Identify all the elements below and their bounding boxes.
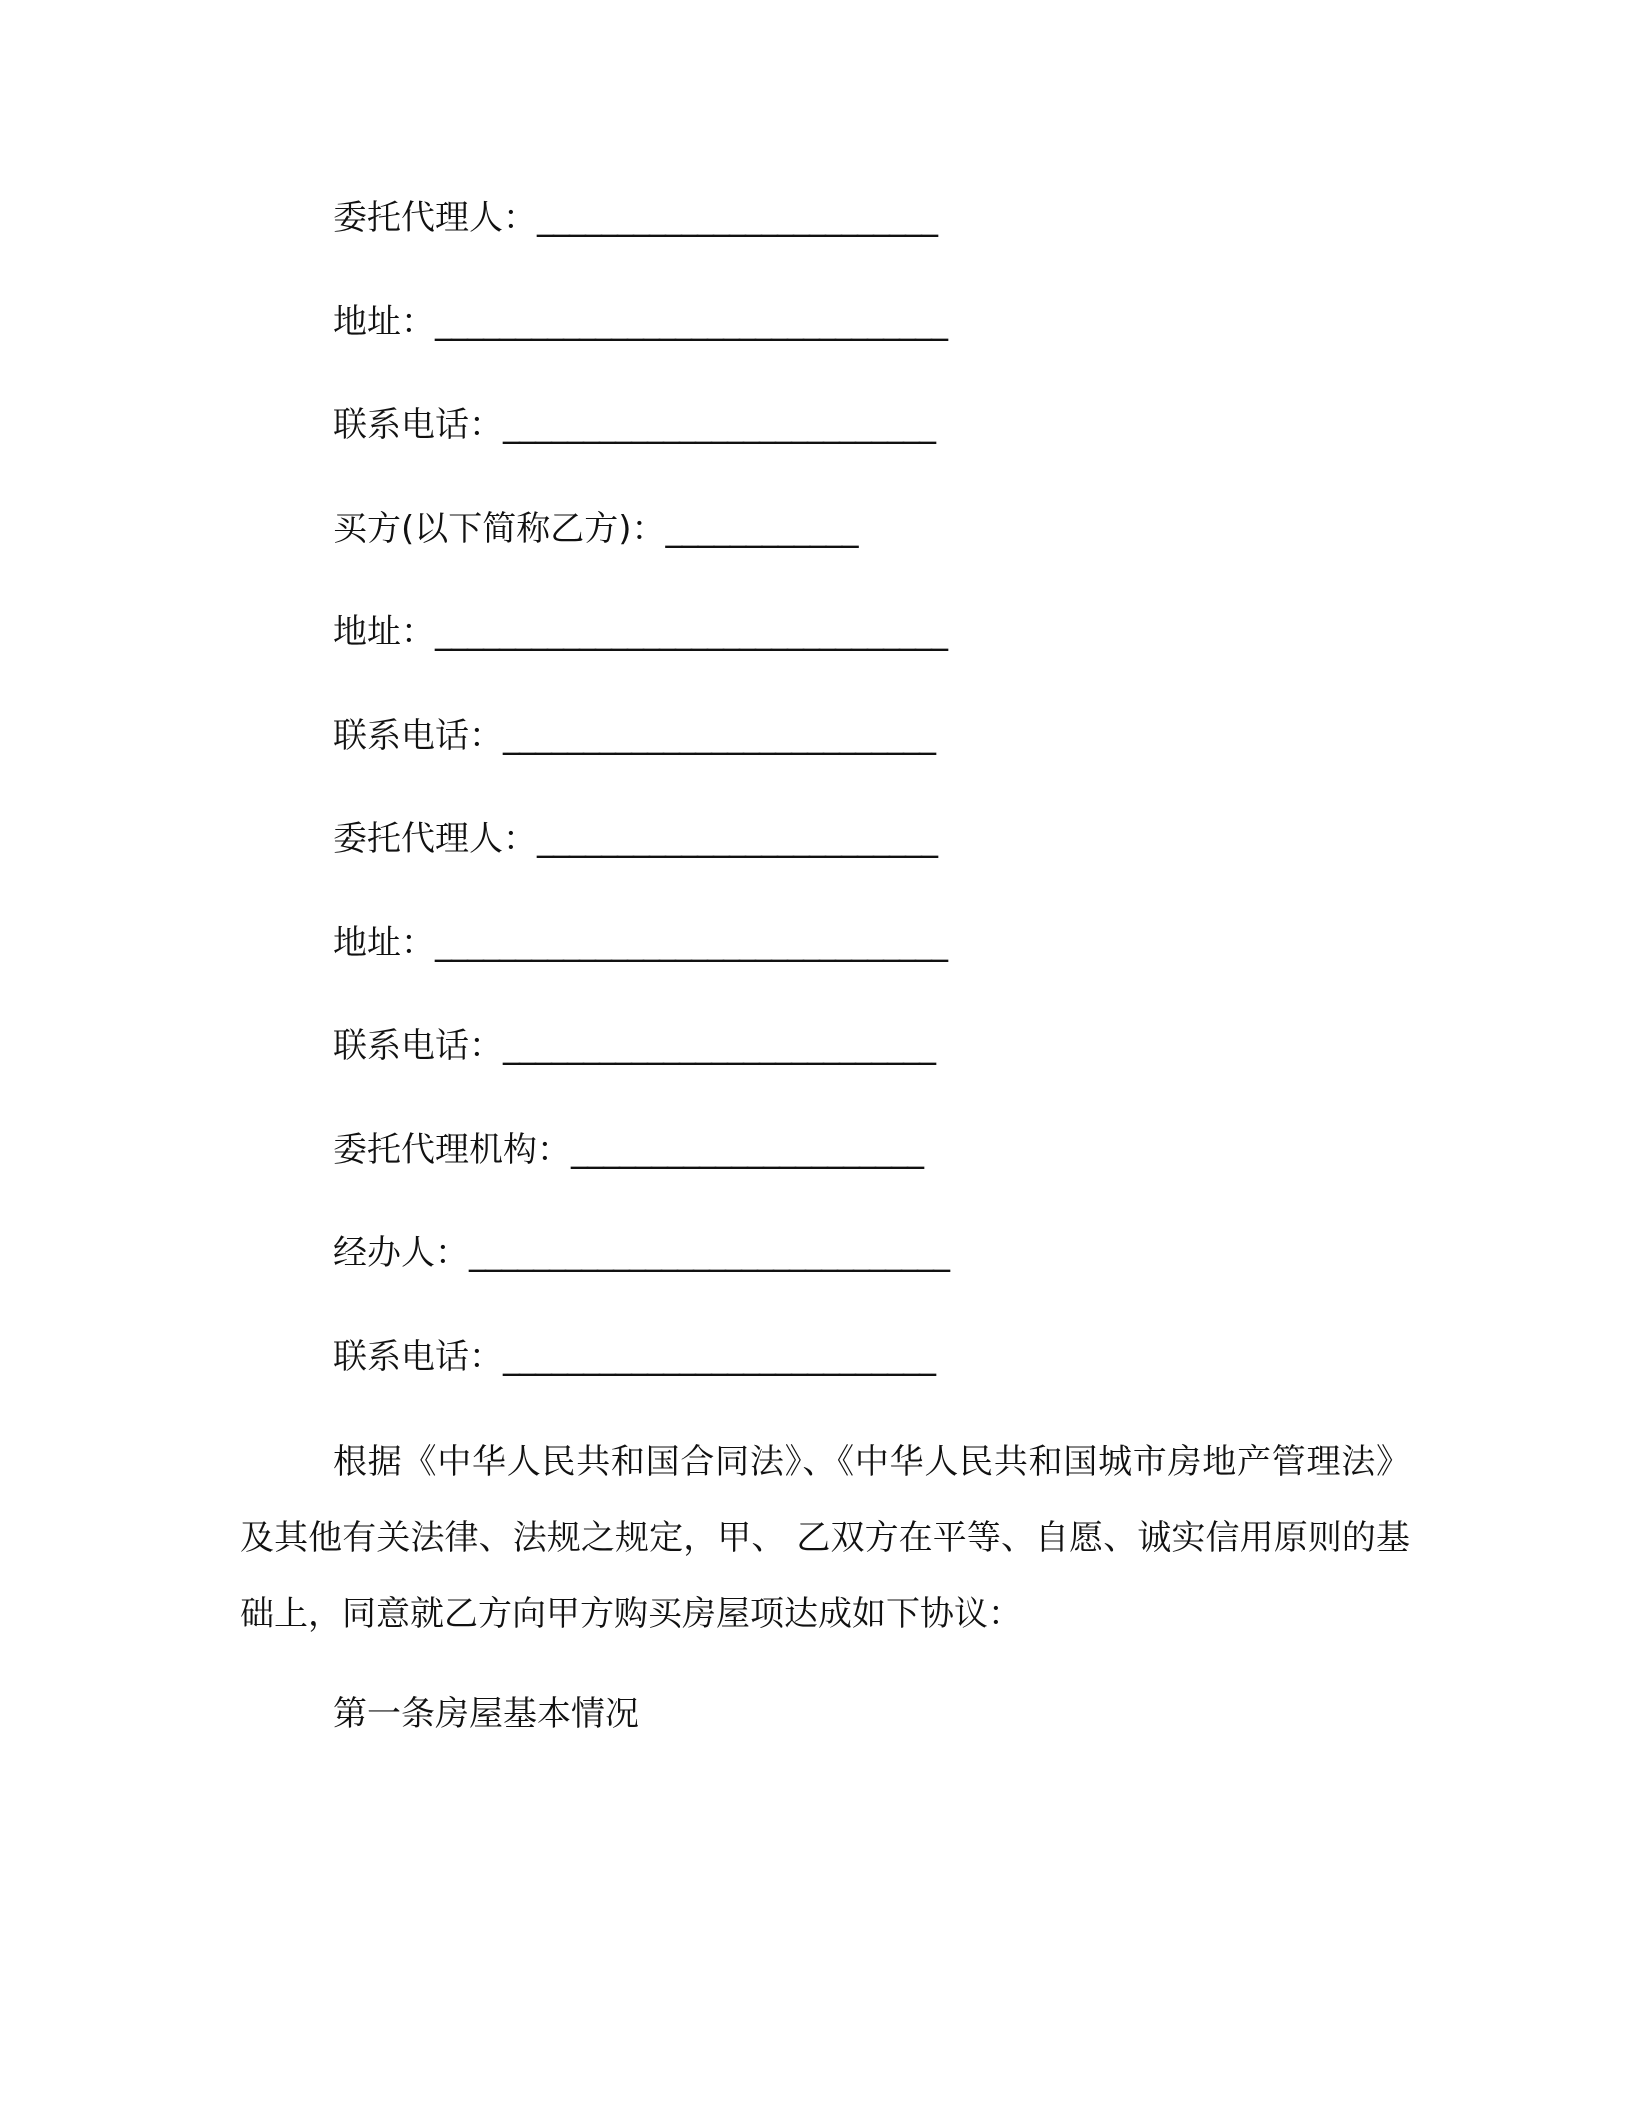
- section-heading: 第一条房屋基本情况: [333, 1694, 639, 1734]
- field-label: 委托代理人：: [333, 819, 537, 859]
- field-row-agency: [333, 1120, 949, 1224]
- field-blank-line: _________________________: [537, 819, 937, 859]
- field-row-phone: [333, 1327, 949, 1431]
- field-blank-line: ________________________________: [435, 301, 947, 342]
- field-blank-line: ____________: [665, 508, 858, 549]
- field-label: 委托代理机构：: [333, 1129, 571, 1170]
- preamble-paragraph: 根据《中华人民共和国合同法》、《中华人民共和国城市房地产管理法》及其他有关法律、法规之规定，甲、 乙双方在平等、自愿、诚实信用原则的基础上，同意就乙方向甲方购买房屋项达成如下协议：: [240, 1442, 1410, 1634]
- field-label: 地址：: [333, 301, 435, 342]
- field-label: 经办人：: [333, 1233, 469, 1273]
- field-blank-line: ______________________: [571, 1129, 923, 1170]
- field-blank-line: ________________________________: [435, 612, 947, 652]
- field-blank-line: ___________________________: [503, 715, 935, 756]
- field-blank-line: _________________________: [537, 198, 937, 238]
- field-row-address: [333, 913, 949, 1017]
- field-label: 联系电话：: [333, 1336, 503, 1377]
- field-row-phone: [333, 1016, 949, 1120]
- field-label: 联系电话：: [333, 715, 503, 756]
- field-row-agent: [333, 188, 949, 292]
- field-row-address: [333, 602, 949, 706]
- field-label: 联系电话：: [333, 405, 503, 445]
- field-blank-line: ________________________________: [435, 922, 947, 963]
- field-label: 地址：: [333, 612, 435, 652]
- field-blank-line: ______________________________: [469, 1233, 949, 1273]
- field-label: 买方(以下简称乙方)：: [333, 508, 666, 549]
- field-blank-line: ___________________________: [503, 1026, 935, 1066]
- field-row-address: [333, 292, 949, 396]
- field-row-agent: [333, 809, 949, 913]
- party-info-fields: [333, 188, 949, 1430]
- field-row-phone: [333, 395, 949, 499]
- field-row-handler: [333, 1223, 949, 1327]
- field-blank-line: ___________________________: [503, 405, 935, 445]
- field-label: 联系电话：: [333, 1026, 503, 1066]
- field-row-buyer: [333, 499, 949, 603]
- field-label: 委托代理人：: [333, 198, 537, 238]
- field-row-phone: [333, 706, 949, 810]
- field-blank-line: ___________________________: [503, 1336, 935, 1377]
- field-label: 地址：: [333, 922, 435, 963]
